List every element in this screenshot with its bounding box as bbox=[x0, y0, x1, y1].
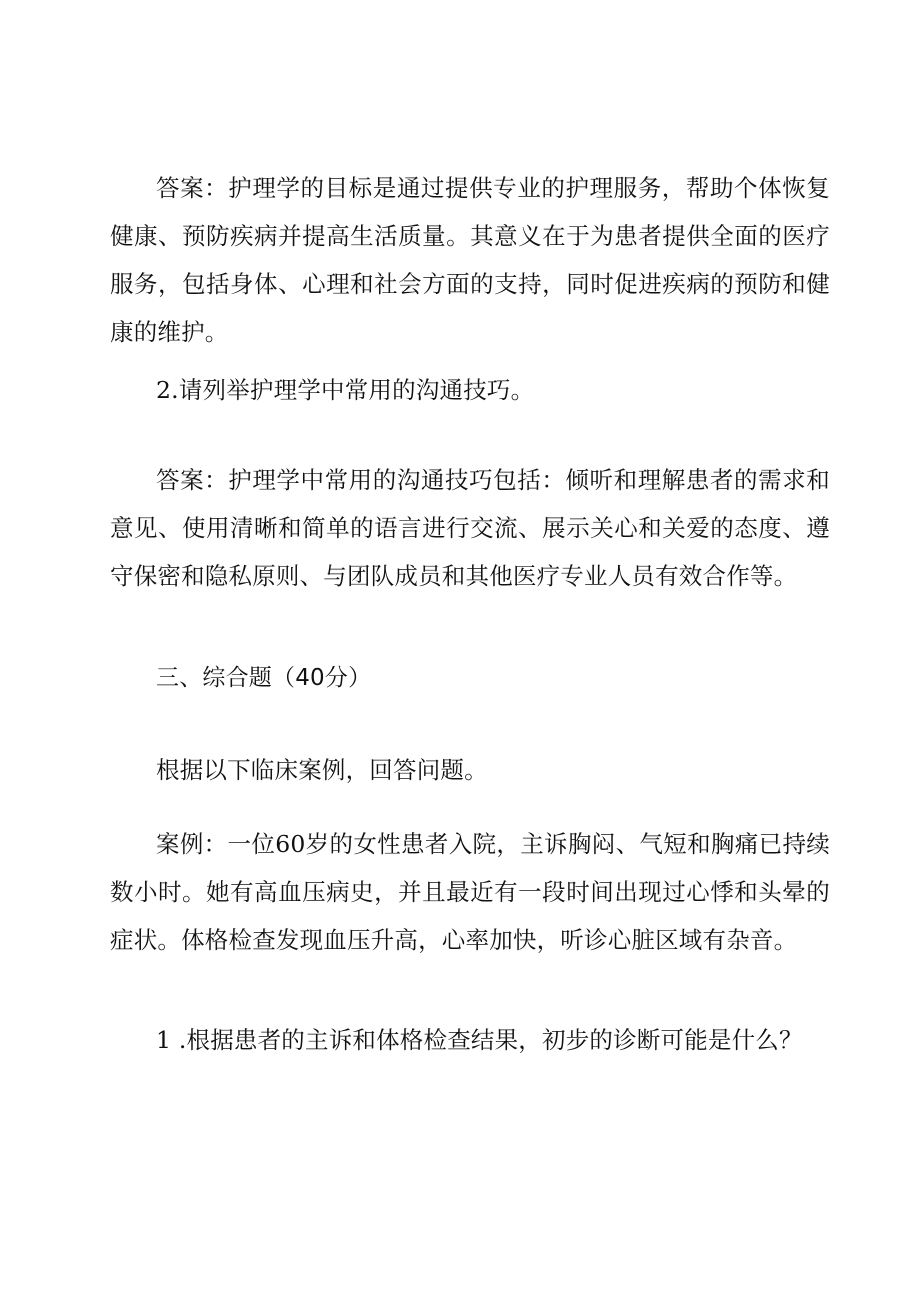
section-3-heading: 三、综合题（40分） bbox=[156, 665, 372, 691]
answer-paragraph-2: 答案：护理学中常用的沟通技巧包括：倾听和理解患者的需求和意见、使用清晰和简单的语言进行交流、展示关心和关爱的态度、遵守保密和隐私原则、与团队成员和其他医疗专业人员有效合作等。 bbox=[110, 466, 830, 590]
section-3-intro: 根据以下临床案例，回答问题。 bbox=[156, 756, 488, 784]
answer-paragraph-1: 答案：护理学的目标是通过提供专业的护理服务，帮助个体恢复健康、预防疾病并提高生活质量。其意义在于为患者提供全面的医疗服务，包括身体、心理和社会方面的支持，同时促进疾病的预防和健康的维护。 bbox=[110, 174, 830, 346]
question-2: 2.请列举护理学中常用的沟通技巧。 bbox=[156, 376, 535, 404]
clinical-case-paragraph: 案例：一位60岁的女性患者入院，主诉胸闷、气短和胸痛已持续数小时。她有高血压病史，并且最近有一段时间出现过心悸和头晕的症状。体格检查发现血压升高，心率加快，听诊心脏区域有杂音。 bbox=[110, 830, 830, 954]
case-question-1: 1 .根据患者的主诉和体格检查结果，初步的诊断可能是什么？ bbox=[156, 1026, 803, 1054]
